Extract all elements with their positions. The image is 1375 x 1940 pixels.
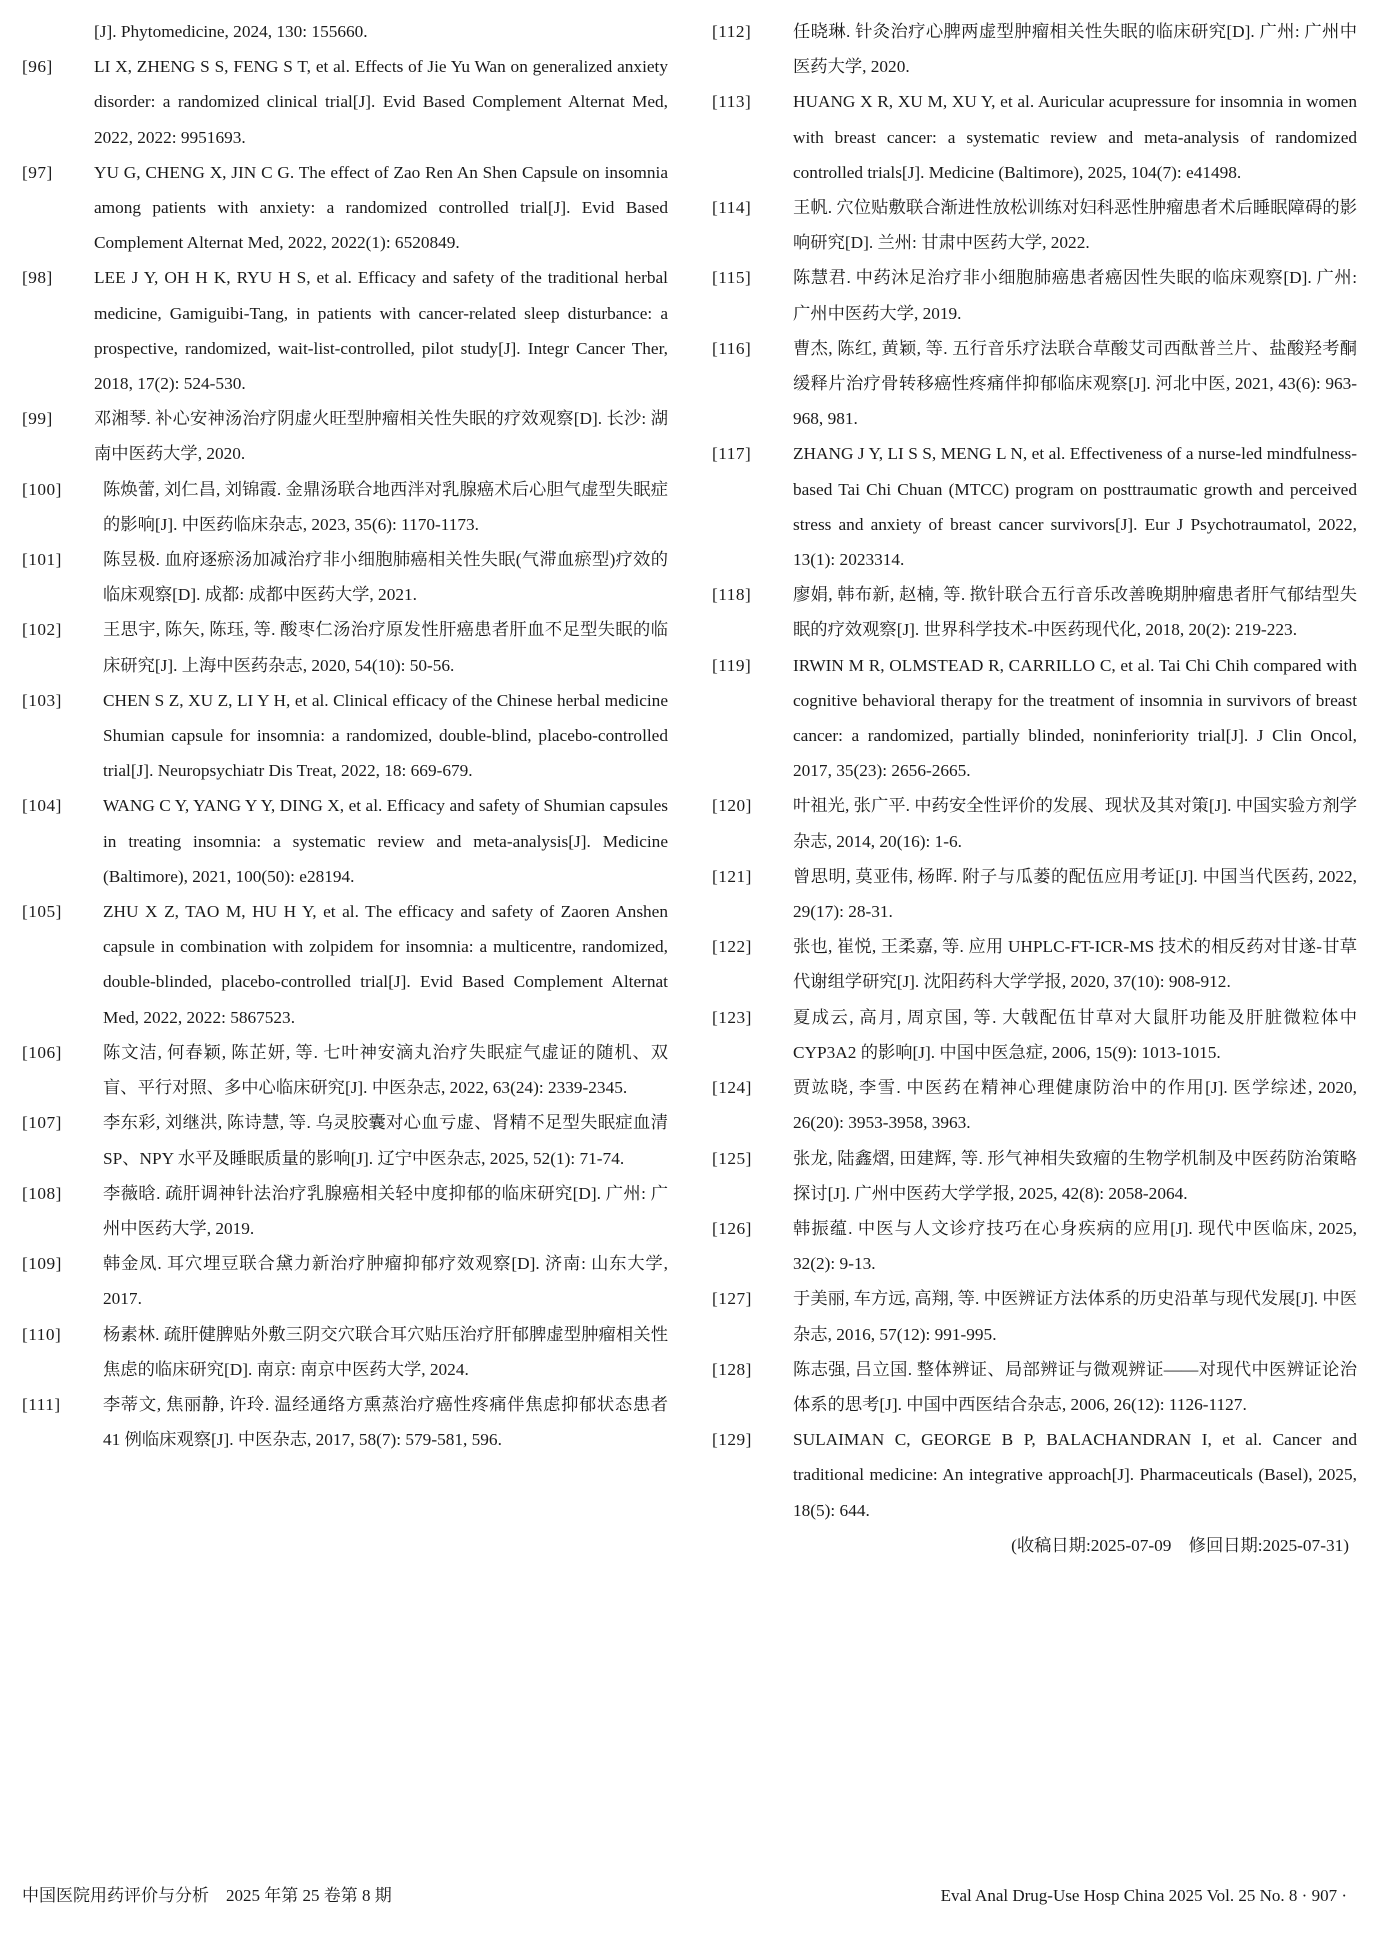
reference-item <box>22 401 668 471</box>
reference-item <box>22 894 668 1035</box>
reference-item <box>712 260 1357 330</box>
reference-text: 曹杰, 陈红, 黄颖, 等. 五行音乐疗法联合草酸艾司西酞普兰片、盐酸羟考酮缓释片治疗骨转移癌性疼痛伴抑郁临床观察[J]. 河北中医, 2021, 43(6): 963-968, 981. <box>793 338 1357 429</box>
reference-item <box>712 14 1357 84</box>
reference-text: HUANG X R, XU M, XU Y, et al. Auricular acupressure for insomnia in women with breast cancer: a systematic review and meta-analysis of randomized controlled trials[J]. Medicine (Baltimore), 2025, 104(7): e41498. <box>793 92 1357 182</box>
left-column <box>22 14 668 1457</box>
reference-text: 韩振蕴. 中医与人文诊疗技巧在心身疾病的应用[J]. 现代中医临床, 2025, 32(2): 9-13. <box>793 1218 1357 1274</box>
reference-number: [111] <box>22 1394 61 1414</box>
reference-item <box>22 1387 668 1457</box>
reference-text: 张也, 崔悦, 王柔嘉, 等. 应用 UHPLC-FT-ICR-MS 技术的相反药对甘遂-甘草代谢组学研究[J]. 沈阳药科大学学报, 2020, 37(10): 908-912. <box>793 937 1357 992</box>
reference-item <box>712 1211 1357 1281</box>
reference-text: 于美丽, 车方远, 高翔, 等. 中医辨证方法体系的历史沿革与现代发展[J]. 中医杂志, 2016, 57(12): 991-995. <box>793 1289 1357 1344</box>
reference-text: 李蒂文, 焦丽静, 许玲. 温经通络方熏蒸治疗癌性疼痛伴焦虑抑郁状态患者 41 例临床观察[J]. 中医杂志, 2017, 58(7): 579-581, 596. <box>103 1394 668 1450</box>
reference-number: [118] <box>712 585 752 605</box>
reference-number: [128] <box>712 1359 752 1379</box>
reference-number: [124] <box>712 1078 752 1098</box>
reference-text: 王思宇, 陈矢, 陈珏, 等. 酸枣仁汤治疗原发性肝癌患者肝血不足型失眠的临床研究[J]. 上海中医药杂志, 2020, 54(10): 50-56. <box>103 620 668 675</box>
reference-number: [96] <box>22 57 53 77</box>
reference-text: 李东彩, 刘继洪, 陈诗慧, 等. 乌灵胶囊对心血亏虚、肾精不足型失眠症血清 SP、NPY 水平及睡眠质量的影响[J]. 辽宁中医杂志, 2025, 52(1): 71-74. <box>103 1113 668 1168</box>
reference-text: ZHU X Z, TAO M, HU H Y, et al. The efficacy and safety of Zaoren Anshen capsule in combination with zolpidem for insomnia: a multicentre, randomized, double-blinded, placebo-controlled trial[J]. Evid Based Complement Alternat Med, 2022, 2022: 5867523. <box>103 902 668 1027</box>
right-column <box>712 14 1357 1563</box>
reference-text: 邓湘琴. 补心安神汤治疗阴虚火旺型肿瘤相关性失眠的疗效观察[D]. 长沙: 湖南中医药大学, 2020. <box>94 409 668 464</box>
reference-text: 王帆. 穴位贴敷联合渐进性放松训练对妇科恶性肿瘤患者术后睡眠障碍的影响研究[D]. 兰州: 甘肃中医药大学, 2022. <box>793 198 1357 253</box>
reference-item <box>22 155 668 261</box>
reference-item <box>22 49 668 155</box>
reference-text: 廖娟, 韩布新, 赵楠, 等. 揿针联合五行音乐改善晚期肿瘤患者肝气郁结型失眠的疗效观察[J]. 世界科学技术-中医药现代化, 2018, 20(2): 219-223. <box>793 585 1357 640</box>
reference-number: [117] <box>712 444 752 464</box>
reference-item <box>22 472 668 542</box>
reference-text: 叶祖光, 张广平. 中药安全性评价的发展、现状及其对策[J]. 中国实验方剂学杂志, 2014, 20(16): 1-6. <box>793 796 1357 851</box>
reference-number: [106] <box>22 1042 62 1062</box>
reference-number: [98] <box>22 268 53 288</box>
reference-number: [119] <box>712 655 752 675</box>
reference-text: ZHANG J Y, LI S S, MENG L N, et al. Effectiveness of a nurse-led mindfulness-based Tai Chi Chuan (MTCC) program on posttraumatic growth and perceived stress and anxiety of breast cancer survivors[J]. Eur J Psychotraumatol, 2022, 13(1): 2023314. <box>793 444 1357 570</box>
reference-text: CHEN S Z, XU Z, LI Y H, et al. Clinical efficacy of the Chinese herbal medicine Shumian capsule for insomnia: a randomized, double-blind, placebo-controlled trial[J]. Neuropsychiatr Dis Treat, 2022, 18: 669-679. <box>103 690 668 781</box>
reference-number: [104] <box>22 796 62 816</box>
reference-number: [122] <box>712 937 752 957</box>
reference-list-right <box>712 14 1357 1528</box>
reference-item <box>712 648 1357 789</box>
reference-number: [129] <box>712 1430 752 1450</box>
reference-number: [105] <box>22 902 62 922</box>
reference-text: IRWIN M R, OLMSTEAD R, CARRILLO C, et al. Tai Chi Chih compared with cognitive behavioral therapy for the treatment of insomnia in survivors of breast cancer: a randomized, partially blinded, noninferiority trial[J]. J Clin Oncol, 2017, 35(23): 2656-2665. <box>793 655 1357 781</box>
reference-item <box>22 1176 668 1246</box>
reference-text: WANG C Y, YANG Y Y, DING X, et al. Efficacy and safety of Shumian capsules in treating insomnia: a systematic review and meta-analysis[J]. Medicine (Baltimore), 2021, 100(50): e28194. <box>103 796 668 886</box>
reference-number: [108] <box>22 1183 62 1203</box>
reference-number: [97] <box>22 162 53 182</box>
reference-item <box>712 190 1357 260</box>
reference-item <box>712 1281 1357 1351</box>
reference-item <box>22 1105 668 1175</box>
reference-item <box>22 542 668 612</box>
reference-item <box>712 859 1357 929</box>
reference-text: SULAIMAN C, GEORGE B P, BALACHANDRAN I, et al. Cancer and traditional medicine: An integrative approach[J]. Pharmaceuticals (Basel), 2025, 18(5): 644. <box>793 1430 1357 1520</box>
reference-item <box>712 929 1357 999</box>
reference-number: [123] <box>712 1007 752 1027</box>
reference-number: [120] <box>712 796 752 816</box>
reference-number: [100] <box>22 479 62 499</box>
reference-text: 韩金凤. 耳穴埋豆联合黛力新治疗肿瘤抑郁疗效观察[D]. 济南: 山东大学, 2017. <box>103 1254 668 1309</box>
reference-number: [99] <box>22 409 53 429</box>
reference-number: [110] <box>22 1324 62 1344</box>
reference-item <box>712 84 1357 190</box>
reference-item <box>712 1352 1357 1422</box>
reference-continuation: [J]. Phytomedicine, 2024, 130: 155660. <box>94 22 368 41</box>
reference-item <box>22 683 668 789</box>
reference-item <box>712 1422 1357 1528</box>
reference-text: 陈文洁, 何春颖, 陈芷妍, 等. 七叶神安滴丸治疗失眠症气虚证的随机、双盲、平行对照、多中心临床研究[J]. 中医杂志, 2022, 63(24): 2339-2345. <box>103 1042 668 1098</box>
reference-item <box>712 331 1357 437</box>
reference-item <box>712 1000 1357 1070</box>
reference-item <box>22 612 668 682</box>
reference-number: [114] <box>712 198 752 218</box>
footer-journal-en: Eval Anal Drug-Use Hosp China 2025 Vol. 25 No. 8 · 907 · <box>940 1886 1347 1905</box>
reference-text: 陈焕蕾, 刘仁昌, 刘锦霞. 金鼎汤联合地西泮对乳腺癌术后心胆气虚型失眠症的影响[J]. 中医药临床杂志, 2023, 35(6): 1170-1173. <box>103 479 668 534</box>
reference-text: LEE J Y, OH H K, RYU H S, et al. Efficacy and safety of the traditional herbal medicine, Gamiguibi-Tang, in patients with cancer-related sleep disturbance: a prospective, randomized, wait-list-controlled, pilot study[J]. Integr Cancer Ther, 2018, 17(2): 524-530. <box>94 268 668 394</box>
footer-journal-cn: 中国医院用药评价与分析 2025 年第 25 卷第 8 期 <box>22 1886 392 1905</box>
reference-text: 李薇晗. 疏肝调神针法治疗乳腺癌相关轻中度抑郁的临床研究[D]. 广州: 广州中医药大学, 2019. <box>103 1183 668 1238</box>
reference-number: [103] <box>22 690 62 710</box>
reference-number: [102] <box>22 620 62 640</box>
reference-text: 陈昱极. 血府逐瘀汤加减治疗非小细胞肺癌相关性失眠(气滞血瘀型)疗效的临床观察[D]. 成都: 成都中医药大学, 2021. <box>103 550 668 605</box>
reference-item <box>712 1141 1357 1211</box>
reference-number: [101] <box>22 550 62 570</box>
reference-number: [121] <box>712 866 752 886</box>
reference-item <box>712 788 1357 858</box>
reference-item <box>22 788 668 894</box>
reference-number: [115] <box>712 268 752 288</box>
reference-number: [113] <box>712 92 752 112</box>
reference-item <box>22 260 668 401</box>
reference-text: YU G, CHENG X, JIN C G. The effect of Zao Ren An Shen Capsule on insomnia among patients with anxiety: a randomized controlled trial[J]. Evid Based Complement Alternat Med, 2022, 2022(1): 6520849. <box>94 162 668 253</box>
reference-number: [125] <box>712 1148 752 1168</box>
reference-text: 张龙, 陆鑫熠, 田建辉, 等. 形气神相失致瘤的生物学机制及中医药防治策略探讨[J]. 广州中医药大学学报, 2025, 42(8): 2058-2064. <box>793 1148 1357 1203</box>
reference-number: [126] <box>712 1218 752 1238</box>
reference-text: 陈慧君. 中药沐足治疗非小细胞肺癌患者癌因性失眠的临床观察[D]. 广州: 广州中医药大学, 2019. <box>793 268 1357 323</box>
reference-number: [107] <box>22 1113 62 1133</box>
reference-text: LI X, ZHENG S S, FENG S T, et al. Effects of Jie Yu Wan on generalized anxiety disorder: a randomized clinical trial[J]. Evid Based Complement Alternat Med, 2022, 2022: 9951693. <box>94 57 668 147</box>
reference-item <box>22 1317 668 1387</box>
reference-number: [116] <box>712 338 752 358</box>
reference-number: [127] <box>712 1289 752 1309</box>
reference-text: 杨素林. 疏肝健脾贴外敷三阴交穴联合耳穴贴压治疗肝郁脾虚型肿瘤相关性焦虑的临床研究[D]. 南京: 南京中医药大学, 2024. <box>103 1324 668 1379</box>
reference-number: [109] <box>22 1254 62 1274</box>
reference-item <box>712 1070 1357 1140</box>
reference-text: 曾思明, 莫亚伟, 杨晖. 附子与瓜蒌的配伍应用考证[J]. 中国当代医药, 2022, 29(17): 28-31. <box>793 866 1357 922</box>
reference-number: [112] <box>712 22 752 41</box>
reference-item <box>22 1246 668 1316</box>
received-revised-dates: (收稿日期:2025-07-09 修回日期:2025-07-31) <box>1011 1535 1349 1555</box>
reference-text: 贾竑晓, 李雪. 中医药在精神心理健康防治中的作用[J]. 医学综述, 2020, 26(20): 3953-3958, 3963. <box>793 1078 1357 1133</box>
reference-item <box>712 577 1357 647</box>
reference-text: 陈志强, 吕立国. 整体辨证、局部辨证与微观辨证——对现代中医辨证论治体系的思考[J]. 中国中西医结合杂志, 2006, 26(12): 1126-1127. <box>793 1359 1357 1414</box>
reference-text: 夏成云, 高月, 周京国, 等. 大戟配伍甘草对大鼠肝功能及肝脏微粒体中 CYP3A2 的影响[J]. 中国中医急症, 2006, 15(9): 1013-1015. <box>793 1007 1357 1062</box>
reference-item <box>22 1035 668 1105</box>
reference-text: 任晓琳. 针灸治疗心脾两虚型肿瘤相关性失眠的临床研究[D]. 广州: 广州中医药大学, 2020. <box>793 22 1357 77</box>
reference-list-left <box>22 49 668 1457</box>
reference-item <box>712 436 1357 577</box>
